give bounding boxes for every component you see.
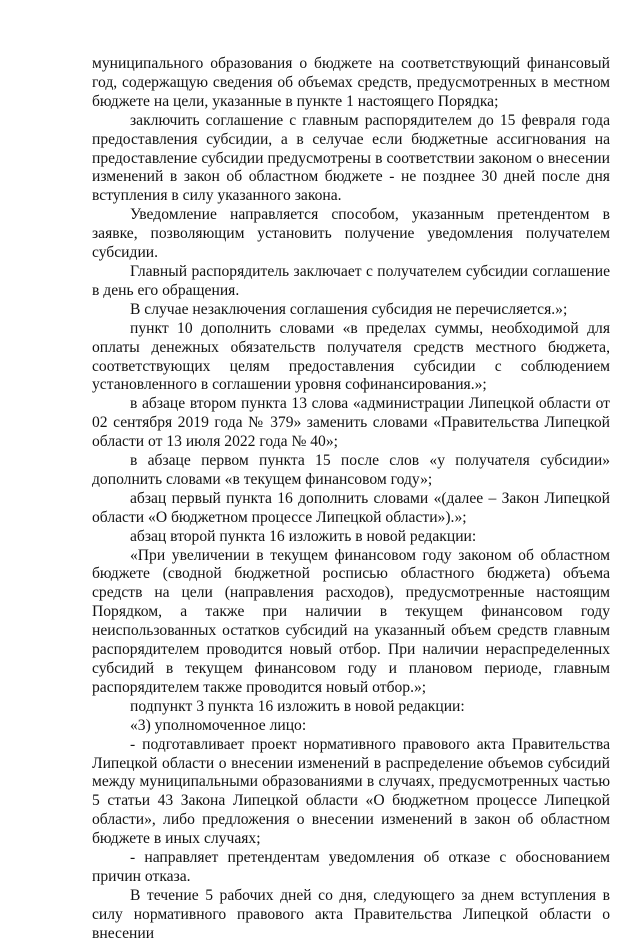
paragraph-point-15: в абзаце первом пункта 15 после слов «у получателя субсидии» дополнить словами «в текущем финансовом году»;: [92, 452, 610, 488]
paragraph-subpoint-3-intro: подпункт 3 пункта 16 изложить в новой редакции:: [130, 697, 465, 715]
paragraph-sends-refusal: - направляет претендентам уведомления об отказе с обоснованием причин отказа.: [92, 849, 610, 885]
paragraph-budget-info: муниципального образования о бюджете на соответствующий финансовый год, содержащую сведения об объемах средств, предусмотренных в местном бюджете на цели, указанные в пункте 1 настоящего Порядка;: [92, 55, 610, 110]
paragraph-within-5-days: В течение 5 рабочих дней со дня, следующего за днем вступления в силу нормативного правового акта Правительства Липецкой области о внесении: [92, 886, 610, 942]
paragraph-point-16-second-text: «При увеличении в текущем финансовом году законом об областном бюджете (сводной бюджетной росписью областного бюджета) объема средств на цели (направления расходов), предусмотренные настоящим Порядком, а также при наличии в текущем финансовом году неиспользованных остатков субсидий на указанный объем средств главным распорядителем проводится новый отбор. При наличии нераспределенных субсидий в текущем финансовом году и плановом периоде, главным распорядителем также проводится новый отбор.»;: [92, 546, 610, 696]
paragraph-prepares-draft: - подготавливает проект нормативного правового акта Правительства Липецкой области о внесении изменений в распределение объемов субсидий между муниципальными образованиями в случаях, предусмотренных частью 5 статьи 43 Закона Липецкой области «О бюджетном процессе Липецкой области», либо предложения о внесении изменений в закон об областном бюджете в иных случаях;: [92, 735, 610, 848]
paragraph-agreement-same-day: Главный распорядитель заключает с получателем субсидии соглашение в день его обращения.: [92, 262, 610, 299]
paragraph-notification-method: Уведомление направляется способом, указанным претендентом в заявке, позволяющим установить получение уведомления получателем субсидии.: [92, 206, 610, 262]
paragraph-point-10: пункт 10 дополнить словами «в пределах суммы, необходимой для оплаты денежных обязательств получателя средств местного бюджета, соответствующих целям предоставления субсидии с соблюдением установленного в соглашении уровня софинансирования.»;: [92, 319, 610, 394]
paragraph-point-16-first: абзац первый пункта 16 дополнить словами «(далее – Закон Липецкой области «О бюджетном процессе Липецкой области»).»;: [92, 489, 610, 526]
paragraph-point-16-second-intro: абзац второй пункта 16 изложить в новой редакции:: [130, 527, 477, 545]
paragraph-conclude-agreement: заключить соглашение с главным распорядителем до 15 февраля года предоставления субсидии, а в ceлучае если бюджетные ассигнования на предоставление субсидии предусмотрены в соответствии законом о внесении изменений в закон об областном бюджете - не позднее 30 дней после дня вступления в силу указанного закона.: [92, 111, 610, 205]
paragraph-authorized-person: «3) уполномоченное лицо:: [130, 716, 307, 734]
paragraph-no-transfer: В случае незаключения соглашения субсидия не перечисляется.»;: [130, 300, 568, 318]
paragraph-point-13: в абзаце втором пункта 13 слова «администрации Липецкой области от 02 сентября 2019 года № 379» заменить словами «Правительства Липецкой области от 13 июля 2022 года № 40»;: [92, 395, 610, 451]
document-page: [92, 55, 610, 944]
